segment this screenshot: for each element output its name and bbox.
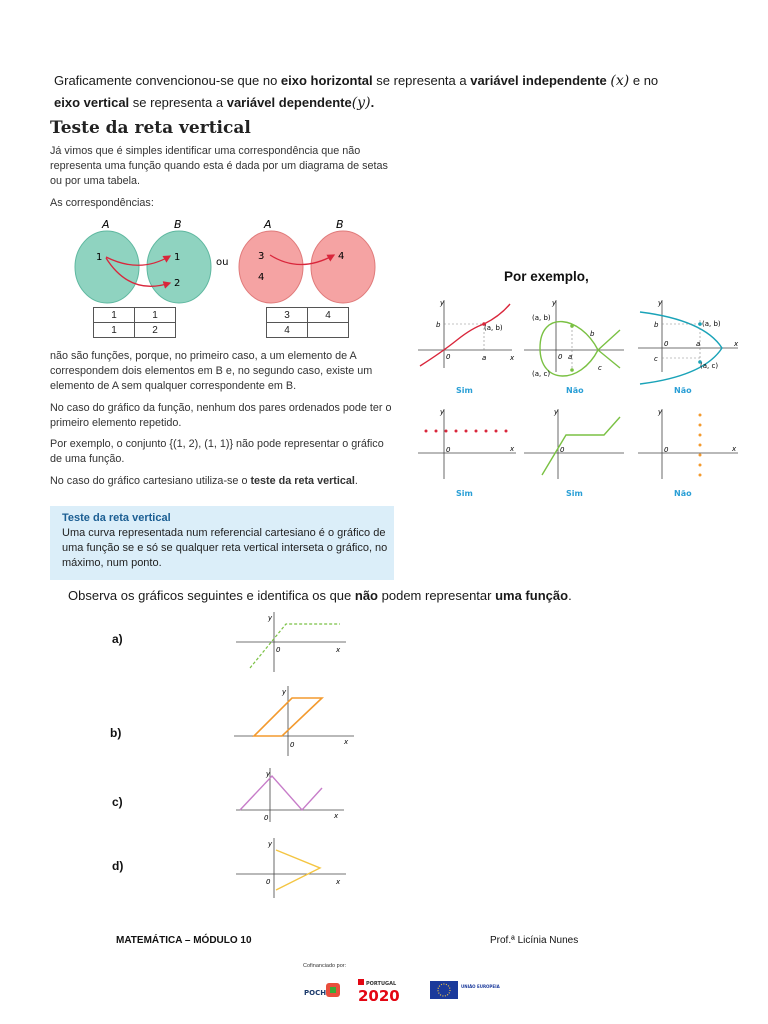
point-ab: (a, b) (532, 314, 551, 322)
origin: 0 (664, 446, 669, 454)
svg-text:PORTUGAL: PORTUGAL (366, 981, 397, 987)
axis-y: y (268, 614, 273, 622)
dotted-points (425, 430, 508, 433)
question-text (68, 588, 572, 603)
graph-b (232, 682, 362, 762)
origin: 0 (264, 814, 269, 822)
footer-module: MATEMÁTICA – MÓDULO 10 (116, 935, 252, 946)
graph-3 (638, 299, 739, 395)
svg-text:POCH: POCH (304, 989, 327, 997)
origin: 0 (446, 353, 451, 361)
point-ac: (a, c) (532, 370, 551, 378)
definition-title: Teste da reta vertical (62, 512, 171, 524)
axis-x: x (510, 354, 515, 362)
graph-a (232, 608, 352, 678)
element: 4 (258, 272, 265, 283)
poch-logo (304, 983, 340, 997)
label-c: c (598, 364, 602, 372)
label-b: b (436, 321, 441, 329)
text: . (354, 475, 358, 487)
table-cell (308, 323, 349, 338)
origin: 0 (664, 340, 669, 348)
result-label: Sim (456, 386, 473, 395)
label-a: a (482, 354, 487, 362)
intro-bold: variável dependente (226, 95, 352, 110)
text-bold: não (354, 588, 379, 603)
axis-y: y (552, 299, 557, 307)
result-label: Sim (456, 489, 473, 498)
label-a: a (568, 353, 573, 361)
table-cell: 3 (267, 308, 308, 323)
text: No caso do gráfico cartesiano utiliza-se o (50, 475, 251, 487)
table-cell: 2 (135, 323, 176, 338)
cofinanced-label: Cofinanciado por: (303, 963, 347, 969)
intro-text: . (370, 95, 375, 110)
origin: 0 (276, 646, 281, 654)
set-label-b: B (174, 218, 182, 231)
axis-y: y (440, 299, 445, 307)
label-b: b (590, 330, 595, 338)
origin: 0 (446, 446, 451, 454)
correspondence-table-2 (266, 307, 349, 338)
option-c-label: c) (112, 795, 123, 809)
dotted-points (699, 414, 702, 477)
element: 1 (96, 252, 103, 263)
option-a-label: a) (112, 632, 123, 646)
axis-x: x (734, 340, 739, 348)
section-paragraph-4: No caso do gráfico da função, nenhum dos pares ordenados pode ter o primeiro elemento repetido. (50, 402, 392, 429)
table-cell: 4 (308, 308, 349, 323)
axis-x: x (336, 646, 341, 654)
graph-d (232, 834, 352, 904)
axis-y: y (282, 688, 287, 696)
portugal-2020-logo (358, 979, 400, 1005)
axis-y: y (554, 408, 559, 416)
graph-6 (638, 408, 738, 498)
result-label: Não (674, 386, 692, 395)
set-a-ellipse (239, 231, 303, 303)
examples-graphs (412, 290, 747, 500)
axis-y: y (440, 408, 445, 416)
origin: 0 (290, 741, 295, 749)
axis-x: x (334, 812, 339, 820)
result-label: Não (674, 489, 692, 498)
axis-y: y (268, 840, 273, 848)
text: . (568, 588, 572, 603)
table-cell: 1 (135, 308, 176, 323)
eu-flag-logo (430, 981, 501, 999)
result-label: Sim (566, 489, 583, 498)
var-y: (y) (351, 95, 371, 111)
graph-5 (524, 408, 624, 498)
element: 2 (174, 278, 181, 289)
intro-text: e no (629, 73, 659, 88)
svg-text:UNIÃO EUROPEIA: UNIÃO EUROPEIA (461, 984, 500, 989)
correspondence-diagrams (50, 214, 390, 304)
graph-2 (524, 299, 624, 395)
sponsor-logos (302, 975, 502, 1005)
origin: 0 (266, 878, 271, 886)
or-label: ou (216, 257, 229, 268)
graph-c (232, 766, 352, 826)
section-paragraph-1: Já vimos que é simples identificar uma correspondência que não representa uma função quando esta é dada por um diagrama de setas ou por uma tabela. (50, 145, 388, 187)
intro-bold: eixo vertical (54, 95, 130, 110)
point-ac: (a, c) (700, 362, 719, 370)
set-label-a: A (264, 218, 272, 231)
examples-title: Por exemplo, (504, 269, 589, 284)
set-a-ellipse (75, 231, 139, 303)
option-b-label: b) (110, 726, 122, 740)
definition-text: Uma curva representada num referencial cartesiano é o gráfico de uma função se e só se qualquer reta vertical interseta o gráfico, no máximo, num ponto. (62, 527, 388, 569)
option-d-label: d) (112, 859, 124, 873)
svg-text:2020: 2020 (358, 987, 400, 1005)
section-paragraph-3: não são funções, porque, no primeiro caso, a um elemento de A correspondem dois elementos em B e, no segundo caso, existe um elemento de A sem qualquer correspondente em B. (50, 350, 373, 392)
label-c: c (654, 355, 658, 363)
text: Observa os gráficos seguintes e identifica os que (68, 588, 355, 603)
set-b-ellipse (311, 231, 375, 303)
element: 1 (174, 252, 181, 263)
result-label: Não (566, 386, 584, 395)
text: podem representar (378, 588, 496, 603)
origin: 0 (558, 353, 563, 361)
footer-author: Prof.ª Licínia Nunes (490, 935, 579, 946)
element: 4 (338, 251, 345, 262)
graph-1 (418, 299, 515, 395)
table-cell: 1 (94, 323, 135, 338)
correspondence-table-1 (93, 307, 176, 338)
set-label-a: A (102, 218, 110, 231)
axis-x: x (344, 738, 349, 746)
intro-text: se representa a (372, 73, 471, 88)
axis-x: x (510, 445, 515, 453)
element: 3 (258, 251, 265, 262)
text-bold: uma função (495, 588, 569, 603)
point-ab: (a, b) (484, 324, 503, 332)
intro-bold: variável independente (470, 73, 607, 88)
axis-y: y (658, 299, 663, 307)
origin: 0 (560, 446, 565, 454)
axis-y: y (266, 770, 271, 778)
var-x: (x) (610, 73, 630, 89)
table-cell: 4 (267, 323, 308, 338)
set-b-ellipse (147, 231, 211, 303)
section-paragraph-6 (50, 474, 395, 489)
table-cell: 1 (94, 308, 135, 323)
intro-paragraph (54, 70, 714, 114)
axis-x: x (732, 445, 737, 453)
axis-x: x (336, 878, 341, 886)
label-a: a (696, 340, 701, 348)
intro-bold: eixo horizontal (280, 73, 373, 88)
axis-y: y (658, 408, 663, 416)
graph-4 (418, 408, 516, 498)
intro-text: Graficamente convencionou-se que no (54, 73, 281, 88)
section-paragraph-5: Por exemplo, o conjunto {(1, 2), (1, 1)} não pode representar o gráfico de uma função. (50, 438, 384, 465)
label-b: b (654, 321, 659, 329)
point-ab: (a, b) (702, 320, 721, 328)
section-title: Teste da reta vertical (50, 118, 251, 138)
section-paragraph-2: As correspondências: (50, 197, 154, 209)
set-label-b: B (336, 218, 344, 231)
text-bold: teste da reta vertical (250, 475, 355, 487)
intro-text: se representa a (129, 95, 227, 110)
